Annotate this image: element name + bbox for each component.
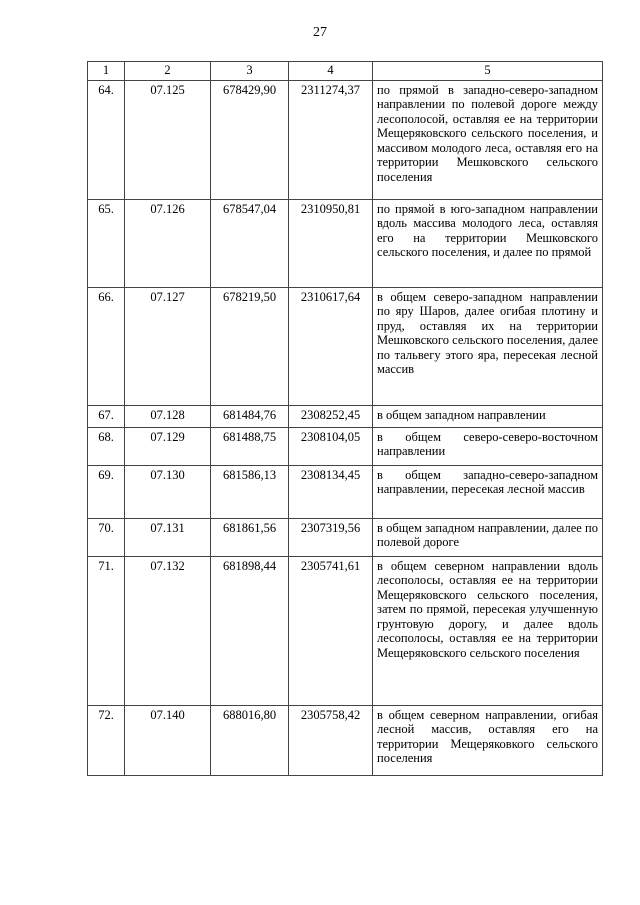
coord-x: 681861,56 <box>211 518 289 556</box>
row-number: 67. <box>88 405 125 427</box>
boundary-description: по прямой в западно-северо-западном направлении по полевой дороге между лесополосой, оставляя ее на территории Мещеряковского сельского поселения, и массивом молодого леса, оставляя его на территории Мешковского сельского поселения <box>373 80 603 199</box>
table-row <box>88 705 603 775</box>
coord-x: 678429,90 <box>211 80 289 199</box>
point-id: 07.132 <box>125 556 211 705</box>
point-id: 07.127 <box>125 287 211 405</box>
coord-y: 2307319,56 <box>289 518 373 556</box>
coord-x: 681488,75 <box>211 427 289 465</box>
boundary-description: в общем западном направлении, далее по полевой дороге <box>373 518 603 556</box>
row-number: 70. <box>88 518 125 556</box>
point-id: 07.130 <box>125 465 211 518</box>
boundary-description: в общем западно-северо-западном направлении, пересекая лесной массив <box>373 465 603 518</box>
coord-y: 2308252,45 <box>289 405 373 427</box>
table-row <box>88 80 603 199</box>
boundary-description: в общем северо-западном направлении по яру Шаров, далее огибая плотину и пруд, оставляя их на территории Мешковского сельского поселения, далее по тальвегу этого яра, пересекая лесной массив <box>373 287 603 405</box>
table-row <box>88 287 603 405</box>
coord-x: 681484,76 <box>211 405 289 427</box>
boundary-table <box>87 61 603 776</box>
point-id: 07.125 <box>125 80 211 199</box>
coord-y: 2305741,61 <box>289 556 373 705</box>
table-row <box>88 427 603 465</box>
coord-y: 2308134,45 <box>289 465 373 518</box>
boundary-description: в общем северном направлении вдоль лесополосы, оставляя ее на территории Мещеряковского сельского поселения, затем по прямой, пересекая улучшенную грунтовую дорогу, и далее вдоль лесополосы, оставляя ее на территории Мещеряковского сельского поселения <box>373 556 603 705</box>
coord-x: 681898,44 <box>211 556 289 705</box>
header-cell-4: 4 <box>289 62 373 81</box>
point-id: 07.128 <box>125 405 211 427</box>
coord-x: 688016,80 <box>211 705 289 775</box>
header-cell-3: 3 <box>211 62 289 81</box>
table-row <box>88 556 603 705</box>
coord-y: 2308104,05 <box>289 427 373 465</box>
coord-x: 678547,04 <box>211 199 289 287</box>
boundary-description: по прямой в юго-западном направлении вдоль массива молодого леса, оставляя его на территории Мешковского сельского поселения, и далее по прямой <box>373 199 603 287</box>
header-cell-1: 1 <box>88 62 125 81</box>
header-row <box>88 62 603 81</box>
row-number: 71. <box>88 556 125 705</box>
row-number: 65. <box>88 199 125 287</box>
boundary-description: в общем северо-северо-восточном направлении <box>373 427 603 465</box>
table-row <box>88 518 603 556</box>
point-id: 07.129 <box>125 427 211 465</box>
coord-x: 678219,50 <box>211 287 289 405</box>
coord-x: 681586,13 <box>211 465 289 518</box>
page-number: 27 <box>313 25 327 40</box>
table-row <box>88 465 603 518</box>
point-id: 07.131 <box>125 518 211 556</box>
row-number: 66. <box>88 287 125 405</box>
coord-y: 2305758,42 <box>289 705 373 775</box>
row-number: 72. <box>88 705 125 775</box>
point-id: 07.140 <box>125 705 211 775</box>
table-row <box>88 405 603 427</box>
header-cell-2: 2 <box>125 62 211 81</box>
row-number: 68. <box>88 427 125 465</box>
header-cell-5: 5 <box>373 62 603 81</box>
boundary-description: в общем западном направлении <box>373 405 603 427</box>
boundary-description: в общем северном направлении, огибая лесной массив, оставляя его на территории Мещеряковкого сельского поселения <box>373 705 603 775</box>
row-number: 69. <box>88 465 125 518</box>
coord-y: 2310950,81 <box>289 199 373 287</box>
table-row <box>88 199 603 287</box>
row-number: 64. <box>88 80 125 199</box>
coord-y: 2310617,64 <box>289 287 373 405</box>
point-id: 07.126 <box>125 199 211 287</box>
coord-y: 2311274,37 <box>289 80 373 199</box>
